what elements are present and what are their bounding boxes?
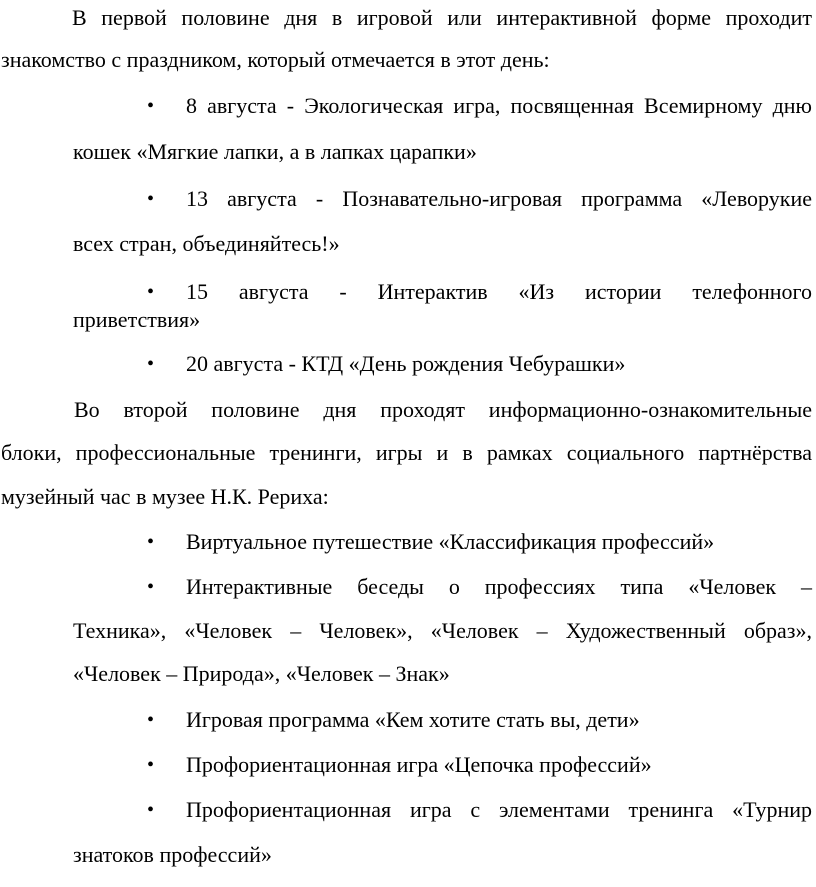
list-1-item-1-line-2: кошек «Мягкие лапки, а в лапках царапки» — [73, 139, 477, 164]
list-bullet: • — [147, 754, 155, 776]
list-bullet: • — [147, 353, 155, 375]
list-bullet: • — [147, 709, 155, 731]
list-bullet: • — [147, 576, 155, 598]
list-1-item-4-line-1: 20 августа - КТД «День рождения Чебурашки» — [186, 351, 626, 376]
list-1-item-1-line-1: 8 августа - Экологическая игра, посвященная Всемирному дню — [186, 93, 812, 118]
list-2-item-2-line-2: Техника», «Человек – Человек», «Человек – Художественный образ», — [73, 618, 812, 643]
list-1-item-2-line-1: 13 августа - Познавательно-игровая программа «Леворукие — [186, 186, 812, 211]
paragraph-2-line-2: блоки, профессиональные тренинги, игры и в рамках социального партнёрства — [1, 440, 812, 465]
list-2-item-3-line-1: Игровая программа «Кем хотите стать вы, дети» — [186, 707, 640, 732]
list-2-item-1-line-1: Виртуальное путешествие «Классификация профессий» — [186, 529, 715, 554]
list-bullet: • — [147, 188, 155, 210]
list-2-item-5-line-2: знатоков профессий» — [73, 842, 272, 867]
list-bullet: • — [147, 531, 155, 553]
list-1-item-3-line-1: 15 августа - Интерактив «Из истории телефонного — [186, 279, 812, 304]
list-bullet: • — [147, 799, 155, 821]
list-2-item-5-line-1: Профориентационная игра с элементами тренинга «Турнир — [186, 797, 812, 822]
list-1-item-2-line-2: всех стран, объединяйтесь!» — [73, 231, 340, 256]
list-2-item-4-line-1: Профориентационная игра «Цепочка профессий» — [186, 752, 652, 777]
list-bullet: • — [147, 95, 155, 117]
paragraph-1-line-1: В первой половине дня в игровой или интерактивной форме проходит — [72, 5, 812, 30]
paragraph-2-line-3: музейный час в музее Н.К. Рериха: — [1, 484, 329, 509]
list-bullet: • — [147, 281, 155, 303]
list-2-item-2-line-3: «Человек – Природа», «Человек – Знак» — [73, 661, 450, 686]
list-2-item-2-line-1: Интерактивные беседы о профессиях типа «Человек – — [186, 574, 812, 599]
paragraph-1-line-2: знакомство с праздником, который отмечается в этот день: — [1, 47, 550, 72]
paragraph-2-line-1: Во второй половине дня проходят информационно-ознакомительные — [74, 397, 812, 422]
list-1-item-3-line-2: приветствия» — [73, 307, 201, 332]
